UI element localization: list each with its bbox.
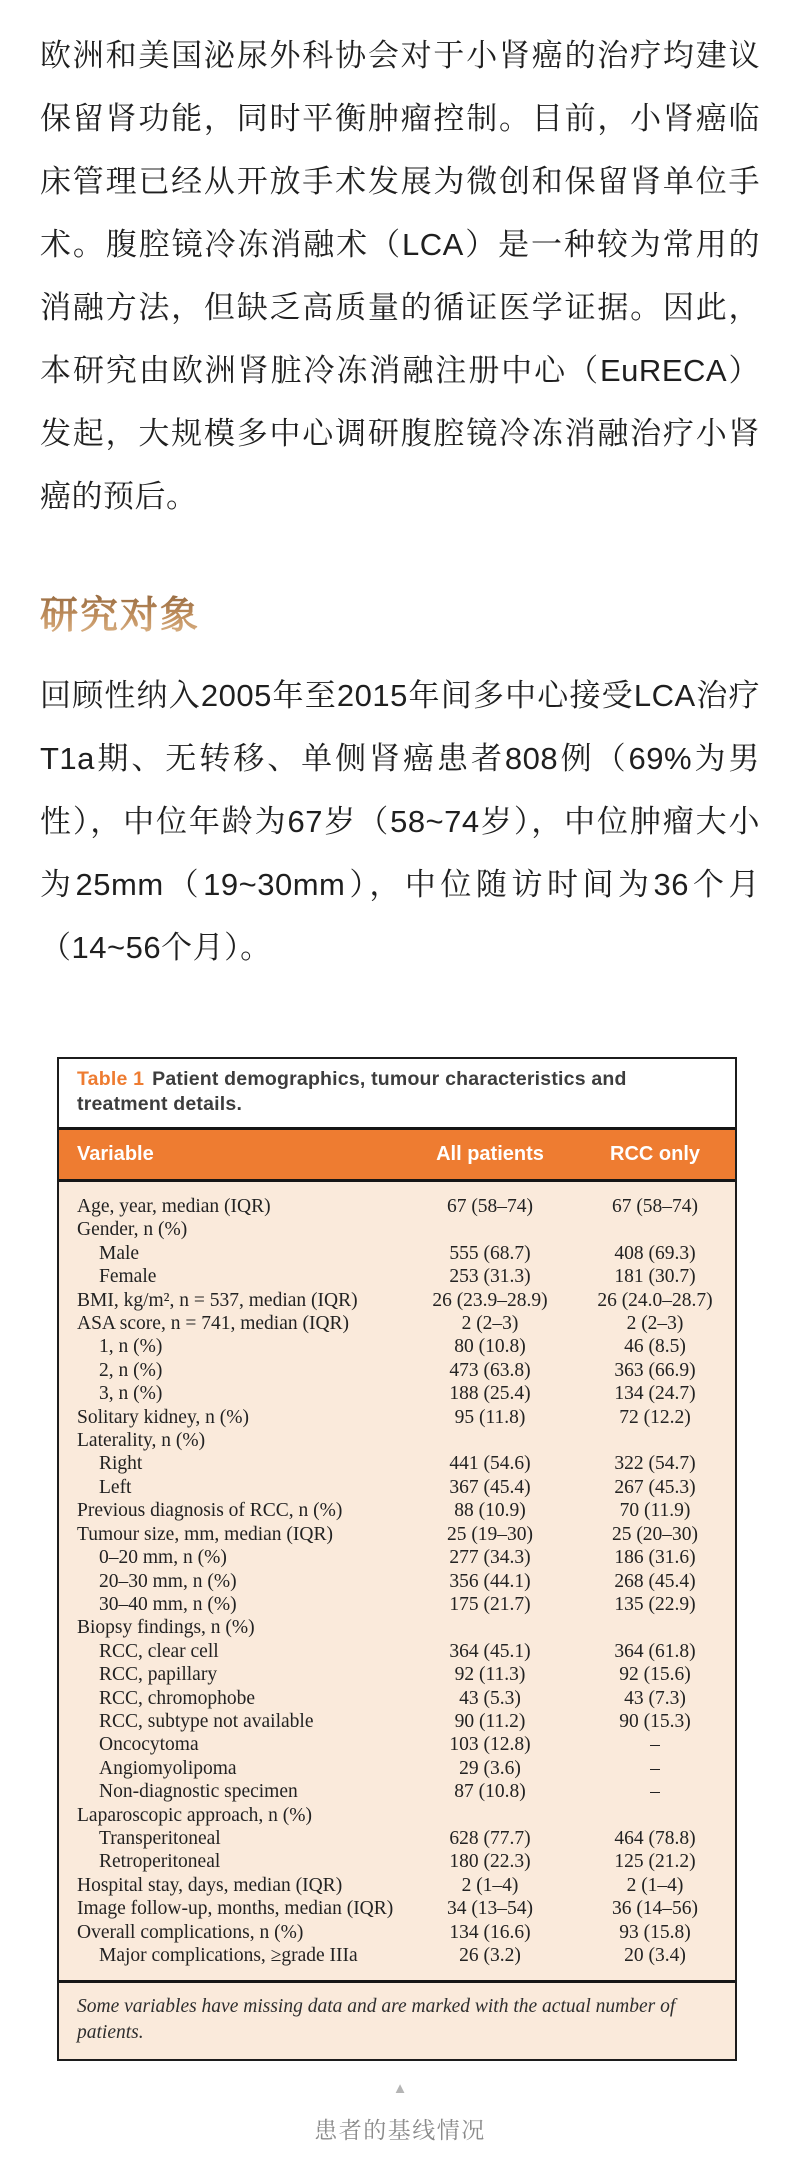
rcc-only-value: –: [650, 1734, 660, 1756]
table-row: [59, 1616, 735, 1639]
all-patients-value: [405, 1616, 575, 1639]
table-row: [59, 1195, 735, 1218]
table-row: [59, 1733, 735, 1756]
table-row: [59, 1499, 735, 1522]
row-label: 1, n (%): [99, 1336, 163, 1358]
all-patients-value: 253 (31.3): [449, 1266, 531, 1288]
rcc-only-value: 364 (61.8): [614, 1640, 696, 1662]
figure-caption: 患者的基线情况: [314, 2117, 486, 2144]
column-header-variable: Variable: [77, 1143, 154, 1165]
column-header-rcc-only: RCC only: [610, 1143, 700, 1165]
row-label: Biopsy findings, n (%): [77, 1617, 255, 1639]
table-body: [59, 1182, 735, 1980]
all-patients-value: 367 (45.4): [449, 1476, 531, 1498]
all-patients-value: 88 (10.9): [454, 1500, 526, 1522]
table-row: [59, 1289, 735, 1312]
table-row: [59, 1570, 735, 1593]
row-label: Transperitoneal: [99, 1827, 221, 1849]
all-patients-value: [405, 1429, 575, 1452]
table-row: [59, 1593, 735, 1616]
row-label: RCC, subtype not available: [99, 1710, 314, 1732]
row-label: Retroperitoneal: [99, 1851, 221, 1873]
rcc-only-value: 46 (8.5): [624, 1336, 686, 1358]
row-label: BMI, kg/m², n = 537, median (IQR): [77, 1289, 358, 1311]
table-row: [59, 1944, 735, 1967]
all-patients-value: 277 (34.3): [449, 1547, 531, 1569]
table-row: [59, 1406, 735, 1429]
row-label: Previous diagnosis of RCC, n (%): [77, 1500, 343, 1522]
table-title-text: Patient demographics, tumour characteristics and treatment details.: [77, 1068, 627, 1115]
all-patients-value: 628 (77.7): [449, 1827, 531, 1849]
all-patients-value: 80 (10.8): [454, 1336, 526, 1358]
table-row: [59, 1874, 735, 1897]
rcc-only-value: 181 (30.7): [614, 1266, 696, 1288]
all-patients-value: 92 (11.3): [454, 1664, 526, 1686]
all-patients-value: 364 (45.1): [449, 1640, 531, 1662]
table-footnote: Some variables have missing data and are marked with the actual number of patients.: [59, 1980, 735, 2059]
all-patients-value: [405, 1804, 575, 1827]
table-row: [59, 1452, 735, 1475]
rcc-only-value: 135 (22.9): [614, 1593, 696, 1615]
row-label: ASA score, n = 741, median (IQR): [77, 1313, 350, 1335]
table-row: [59, 1242, 735, 1265]
study-population-paragraph: 回顾性纳入2005年至2015年间多中心接受LCA治疗T1a期、无转移、单侧肾癌患者808例（69%为男性），中位年龄为67岁（58~74岁），中位肿瘤大小为25mm（19~30mm），中位随访时间为36个月（14~56个月）。: [40, 678, 760, 965]
rcc-only-value: 363 (66.9): [614, 1359, 696, 1381]
table-row: [59, 1780, 735, 1803]
row-label: RCC, papillary: [99, 1664, 218, 1686]
table-row: [59, 1429, 735, 1452]
row-label: 2, n (%): [99, 1359, 163, 1381]
row-label: 20–30 mm, n (%): [99, 1570, 237, 1592]
table-row: [59, 1218, 735, 1241]
table-row: [59, 1312, 735, 1335]
row-label: Male: [99, 1242, 140, 1264]
rcc-only-value: 2 (1–4): [626, 1874, 684, 1896]
table-row: [59, 1523, 735, 1546]
row-label: Major complications, ≥grade IIIa: [99, 1945, 358, 1966]
collapse-arrow-icon: ▲: [392, 2080, 408, 2098]
all-patients-value: 134 (16.6): [449, 1921, 531, 1943]
table-row: [59, 1359, 735, 1382]
row-label: Right: [99, 1453, 143, 1475]
rcc-only-value: –: [650, 1781, 660, 1803]
row-label: 30–40 mm, n (%): [99, 1593, 237, 1615]
all-patients-value: 356 (44.1): [449, 1570, 531, 1592]
row-label: Age, year, median (IQR): [77, 1196, 271, 1217]
row-label: Non-diagnostic specimen: [99, 1781, 298, 1803]
rcc-only-value: –: [650, 1757, 660, 1779]
row-label: Gender, n (%): [77, 1219, 188, 1241]
table-row: [59, 1897, 735, 1920]
table-row: [59, 1710, 735, 1733]
all-patients-value: 180 (22.3): [449, 1851, 531, 1873]
rcc-only-value: 92 (15.6): [619, 1664, 691, 1686]
table-number-label: Table 1: [77, 1068, 145, 1090]
row-label: Angiomyolipoma: [99, 1757, 237, 1779]
table-row: [59, 1382, 735, 1405]
all-patients-value: [405, 1218, 575, 1241]
table-title: [59, 1059, 735, 1127]
table-row: [59, 1827, 735, 1850]
rcc-only-value: 268 (45.4): [614, 1570, 696, 1592]
row-label: RCC, clear cell: [99, 1640, 219, 1662]
all-patients-value: 67 (58–74): [446, 1196, 534, 1217]
all-patients-value: 26 (3.2): [459, 1945, 521, 1966]
all-patients-value: 473 (63.8): [449, 1359, 531, 1381]
row-label: Image follow-up, months, median (IQR): [77, 1898, 394, 1920]
row-label: Oncocytoma: [99, 1734, 199, 1756]
rcc-only-value: 2 (2–3): [626, 1313, 684, 1335]
rcc-only-value: 408 (69.3): [614, 1242, 696, 1264]
rcc-only-value: 20 (3.4): [624, 1945, 686, 1966]
table-row: [59, 1687, 735, 1710]
table1-figure: [57, 1057, 737, 2061]
table-row: [59, 1757, 735, 1780]
row-label: Laterality, n (%): [77, 1430, 206, 1452]
row-label: Female: [99, 1266, 157, 1288]
intro-paragraph: 欧洲和美国泌尿外科协会对于小肾癌的治疗均建议保留肾功能，同时平衡肿瘤控制。目前，小肾癌临床管理已经从开放手术发展为微创和保留肾单位手术。腹腔镜冷冻消融术（LCA）是一种较为常用的消融方法，但缺乏高质量的循证医学证据。因此，本研究由欧洲肾脏冷冻消融注册中心（EuRECA）发起，大规模多中心调研腹腔镜冷冻消融治疗小肾癌的预后。: [40, 38, 760, 514]
all-patients-value: 441 (54.6): [449, 1453, 531, 1475]
row-label: Tumour size, mm, median (IQR): [77, 1523, 334, 1545]
row-label: Laparoscopic approach, n (%): [77, 1804, 312, 1826]
row-label: 0–20 mm, n (%): [99, 1547, 227, 1569]
rcc-only-value: 464 (78.8): [614, 1827, 696, 1849]
row-label: Left: [99, 1476, 132, 1498]
table-row: [59, 1804, 735, 1827]
all-patients-value: 2 (1–4): [461, 1874, 519, 1896]
table-row: [59, 1663, 735, 1686]
rcc-only-value: [575, 1616, 735, 1639]
rcc-only-value: 72 (12.2): [619, 1406, 691, 1428]
table-row: [59, 1476, 735, 1499]
all-patients-value: 25 (19–30): [446, 1523, 534, 1545]
all-patients-value: 26 (23.9–28.9): [432, 1289, 548, 1311]
table-row: [59, 1546, 735, 1569]
table-row: [59, 1850, 735, 1873]
all-patients-value: 103 (12.8): [449, 1734, 531, 1756]
table-row: [59, 1265, 735, 1288]
rcc-only-value: 134 (24.7): [614, 1383, 696, 1405]
rcc-only-value: 70 (11.9): [619, 1500, 691, 1522]
rcc-only-value: [575, 1429, 735, 1452]
all-patients-value: 188 (25.4): [449, 1383, 531, 1405]
rcc-only-value: 186 (31.6): [614, 1547, 696, 1569]
row-label: 3, n (%): [99, 1383, 163, 1405]
row-label: Solitary kidney, n (%): [77, 1406, 250, 1428]
all-patients-value: 87 (10.8): [454, 1781, 526, 1803]
rcc-only-value: 67 (58–74): [611, 1196, 699, 1217]
rcc-only-value: 322 (54.7): [614, 1453, 696, 1475]
rcc-only-value: [575, 1218, 735, 1241]
row-label: Hospital stay, days, median (IQR): [77, 1874, 343, 1896]
rcc-only-value: [575, 1804, 735, 1827]
table-row: [59, 1921, 735, 1944]
rcc-only-value: 267 (45.3): [614, 1476, 696, 1498]
column-header-all-patients: All patients: [436, 1143, 544, 1165]
figure-caption-block: [40, 2081, 760, 2145]
all-patients-value: 34 (13–54): [446, 1898, 534, 1920]
all-patients-value: 555 (68.7): [449, 1242, 531, 1264]
rcc-only-value: 90 (15.3): [619, 1710, 691, 1732]
rcc-only-value: 25 (20–30): [611, 1523, 699, 1545]
rcc-only-value: 36 (14–56): [611, 1898, 699, 1920]
rcc-only-value: 43 (7.3): [624, 1687, 686, 1709]
section-heading: 研究对象: [40, 592, 201, 637]
row-label: RCC, chromophobe: [99, 1687, 255, 1709]
rcc-only-value: 93 (15.8): [619, 1921, 691, 1943]
row-label: Overall complications, n (%): [77, 1921, 304, 1943]
rcc-only-value: 125 (21.2): [614, 1851, 696, 1873]
table-row: [59, 1335, 735, 1358]
table-row: [59, 1640, 735, 1663]
table-header-row: [59, 1127, 735, 1182]
all-patients-value: 43 (5.3): [459, 1687, 521, 1709]
all-patients-value: 175 (21.7): [449, 1593, 531, 1615]
all-patients-value: 95 (11.8): [454, 1406, 526, 1428]
rcc-only-value: 26 (24.0–28.7): [597, 1289, 713, 1311]
all-patients-value: 29 (3.6): [459, 1757, 521, 1779]
all-patients-value: 90 (11.2): [454, 1710, 526, 1732]
all-patients-value: 2 (2–3): [461, 1313, 519, 1335]
